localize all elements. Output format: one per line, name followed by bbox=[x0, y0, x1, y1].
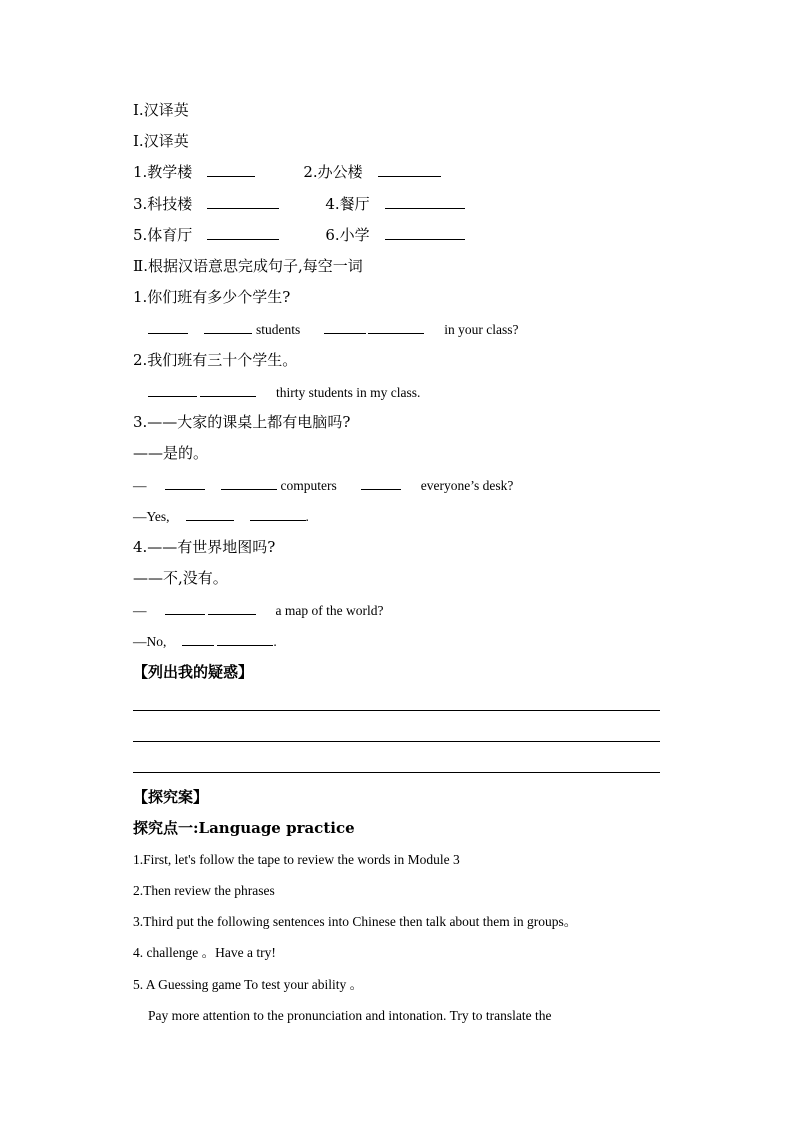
q3-word-computers: computers bbox=[280, 478, 337, 493]
explore-item-3: 3.Third put the following sentences into Chinese then talk about them in groups。 bbox=[133, 914, 578, 929]
explore-title: 【探究案】 bbox=[133, 788, 209, 806]
q4-period: . bbox=[273, 634, 277, 649]
q3-word-desk: everyone’s desk? bbox=[420, 478, 514, 493]
explore-item-5: 5. A Guessing game To test your ability 。 bbox=[133, 977, 364, 992]
answer-blank[interactable] bbox=[385, 226, 465, 240]
section2-title: Ⅱ.根据汉语意思完成句子,每空一词 bbox=[133, 257, 363, 275]
answer-blank[interactable] bbox=[204, 320, 252, 334]
answer-blank[interactable] bbox=[165, 601, 205, 615]
vocab-label-4: 4.餐厅 bbox=[325, 195, 370, 213]
q3-chinese: 3.——大家的课桌上都有电脑吗? bbox=[133, 413, 351, 431]
q3-period: . bbox=[305, 509, 309, 524]
doubt-line-2[interactable] bbox=[133, 741, 660, 742]
explore-item-1: 1.First, let's follow the tape to review the words in Module 3 bbox=[133, 852, 460, 867]
answer-blank[interactable] bbox=[361, 476, 401, 490]
answer-blank[interactable] bbox=[182, 632, 214, 646]
answer-blank[interactable] bbox=[324, 320, 366, 334]
explore-item-4: 4. challenge 。Have a try! bbox=[133, 945, 276, 960]
doubt-line-1[interactable] bbox=[133, 710, 660, 711]
q2-word-thirty: thirty students in my class. bbox=[276, 385, 421, 400]
answer-blank[interactable] bbox=[200, 383, 256, 397]
vocab-label-5: 5.体育厅 bbox=[133, 226, 193, 244]
explore-item-2: 2.Then review the phrases bbox=[133, 883, 275, 898]
answer-blank[interactable] bbox=[148, 320, 188, 334]
answer-blank[interactable] bbox=[208, 601, 256, 615]
answer-blank[interactable] bbox=[207, 195, 279, 209]
q1-chinese: 1.你们班有多少个学生? bbox=[133, 288, 291, 306]
section1-title-b: Ⅰ.汉译英 bbox=[133, 132, 189, 150]
answer-blank[interactable] bbox=[165, 476, 205, 490]
answer-blank[interactable] bbox=[221, 476, 277, 490]
vocab-row-2 bbox=[133, 195, 465, 213]
answer-blank[interactable] bbox=[148, 383, 197, 397]
answer-blank[interactable] bbox=[368, 320, 424, 334]
doubt-line-3[interactable] bbox=[133, 772, 660, 773]
answer-blank[interactable] bbox=[186, 507, 234, 521]
q3-english-answer bbox=[133, 507, 309, 526]
q3-yes: —Yes, bbox=[133, 509, 170, 524]
explore-note: Pay more attention to the pronunciation and intonation. Try to translate the bbox=[148, 1008, 552, 1023]
vocab-label-1: 1.教学楼 bbox=[133, 163, 193, 181]
answer-blank[interactable] bbox=[378, 163, 441, 177]
vocab-row-1 bbox=[133, 163, 441, 181]
answer-blank[interactable] bbox=[207, 163, 255, 177]
vocab-row-3 bbox=[133, 226, 465, 244]
q3-english bbox=[133, 476, 513, 495]
doubts-title: 【列出我的疑惑】 bbox=[133, 663, 254, 681]
q4-chinese-answer: ——不,没有。 bbox=[133, 569, 228, 587]
q3-chinese-answer: ——是的。 bbox=[133, 444, 209, 462]
answer-blank[interactable] bbox=[217, 632, 273, 646]
q2-chinese: 2.我们班有三十个学生。 bbox=[133, 351, 298, 369]
q4-chinese: 4.——有世界地图吗? bbox=[133, 538, 276, 556]
section1-title-a: Ⅰ.汉译英 bbox=[133, 101, 189, 119]
explore-point-1: 探究点一:Language practice bbox=[133, 819, 355, 837]
vocab-label-2: 2.办公楼 bbox=[303, 163, 363, 181]
q3-dash: — bbox=[133, 478, 147, 493]
vocab-label-6: 6.小学 bbox=[325, 226, 370, 244]
answer-blank[interactable] bbox=[250, 507, 306, 521]
q1-word-students: students bbox=[256, 322, 301, 337]
answer-blank[interactable] bbox=[207, 226, 279, 240]
q1-english bbox=[148, 320, 519, 339]
q1-word-class: in your class? bbox=[444, 322, 519, 337]
vocab-label-3: 3.科技楼 bbox=[133, 195, 193, 213]
q4-word-map: a map of the world? bbox=[275, 603, 384, 618]
q4-english-answer bbox=[133, 632, 277, 651]
q4-no: —No, bbox=[133, 634, 167, 649]
q2-english bbox=[148, 383, 420, 402]
answer-blank[interactable] bbox=[385, 195, 465, 209]
q4-english bbox=[133, 601, 383, 620]
q4-dash: — bbox=[133, 603, 147, 618]
